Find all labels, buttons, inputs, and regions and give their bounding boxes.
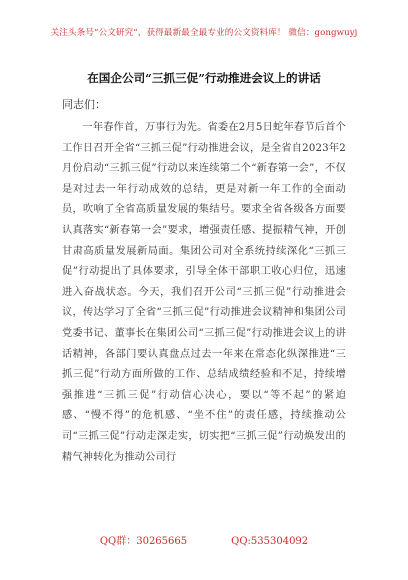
promo-banner: 关注头条号“公文研究”，获得最新最全最专业的公文资料库！ 微信：gongwuyj <box>50 28 358 38</box>
footer-contact <box>0 532 408 547</box>
qq-group-number: QQ群：30265665 <box>99 536 188 547</box>
salutation: 同志们： <box>62 98 106 111</box>
body-paragraph: 一年春作首，万事行为先。省委在2月5日蛇年春节后首个工作日召开全省“三抓三促”行动推进会议，是全省自2023年2月份启动“三抓三促”行动以来连续第二个“新春第一会”，不仅是对过去一年行动成效的总结，更是对新一年工作的全面动员，吹响了全省高质量发展的集结号。要求全省各级各方面要认真落实“新春第一会”要求，增强责任感、提振精气神，开创甘肃高质量发展新局面。集团公司对全系统持续深化“三抓三促”行动提出了具体要求，引导全体干部职工收心归位，迅速进入奋战状态。今天，我们召开公司“三抓三促”行动推进会议，传达学习了全省“三抓三促”行动推进会议精神和集团公司党委书记、董事长在集团公司“三抓三促”行动推进会议上的讲话精神，各部门要认真盘点过去一年来在常态化纵深推进“三抓三促”行动方面所做的工作、总结成绩经验和不足，持续增强推进“三抓三促”行动信心决心，要以“等不起”的紧迫感、“慢不得”的危机感、“坐不住”的责任感，持续推动公司“三抓三促”行动走深走实，切实把“三抓三促”行动焕发出的精气神转化为推动公司行 <box>62 122 346 463</box>
document-title: 在国企公司“三抓三促”行动推进会议上的讲话 <box>87 71 321 85</box>
qq-number: QQ:535304092 <box>231 536 309 547</box>
